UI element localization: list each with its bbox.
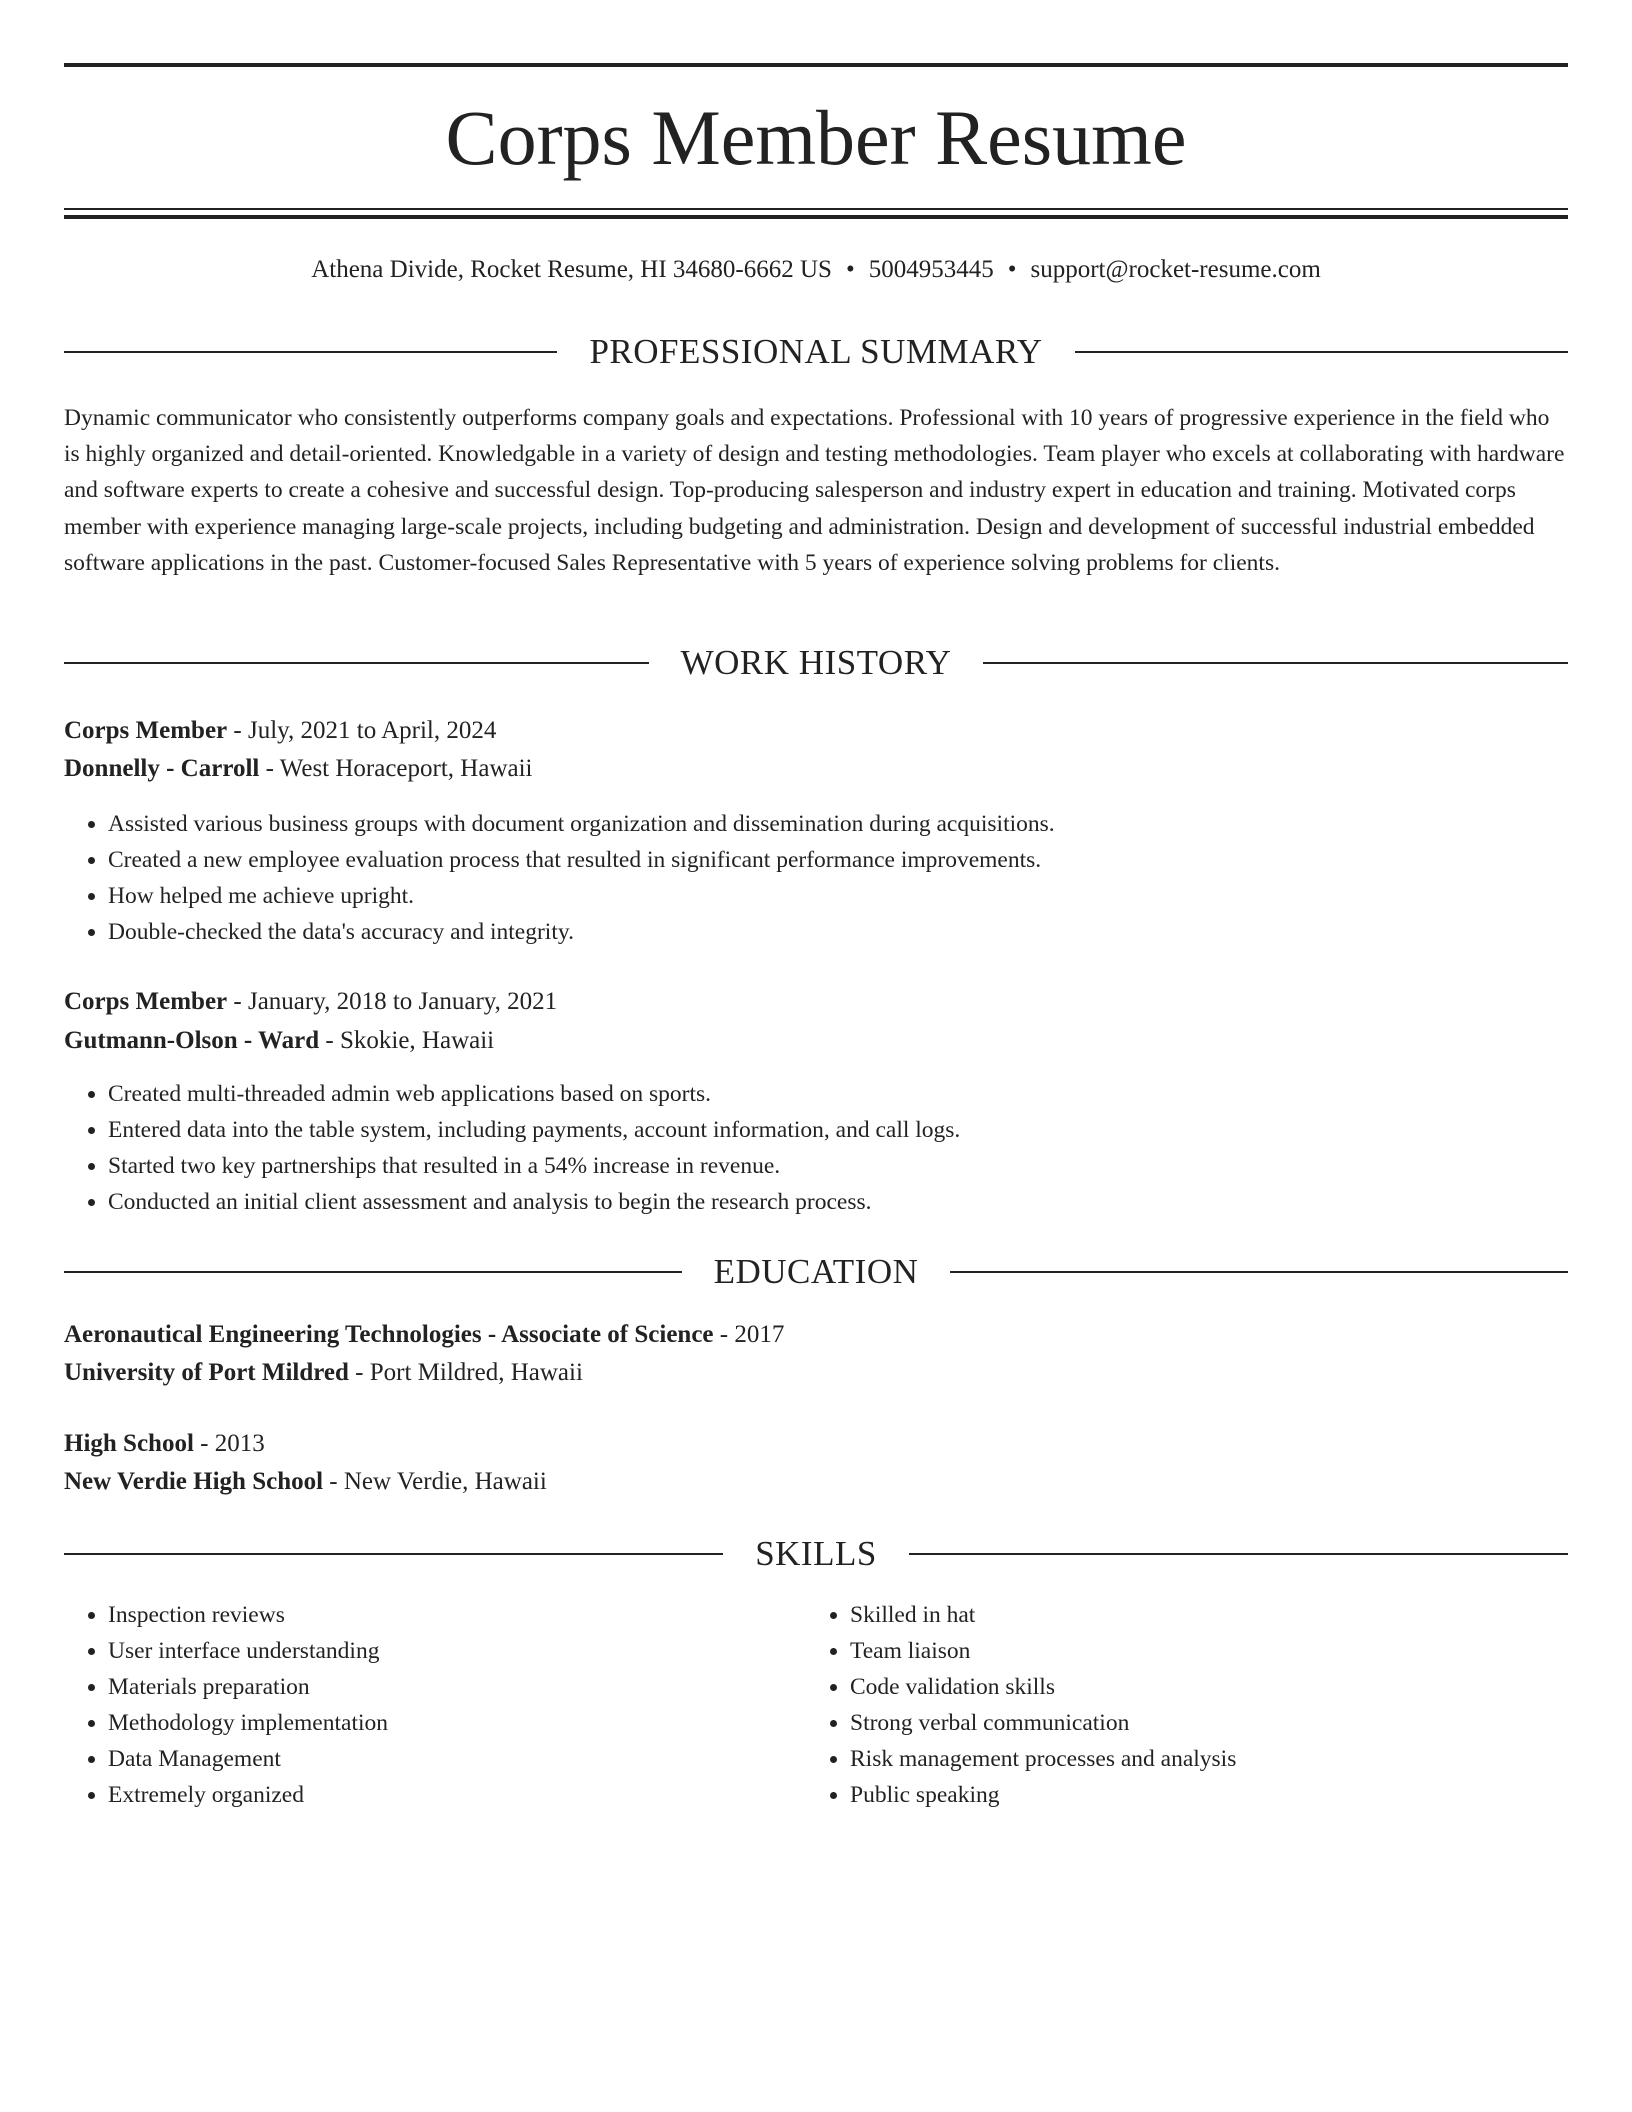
education-school-line (64, 1463, 1568, 1501)
section-rule (950, 1271, 1568, 1273)
contact-address: Athena Divide, Rocket Resume, HI 34680-6662 US (311, 256, 832, 283)
section-rule (909, 1553, 1568, 1555)
education-degree-line (64, 1425, 1568, 1463)
job-location: - West Horaceport, Hawaii (259, 755, 533, 782)
contact-phone: 5004953445 (868, 256, 994, 283)
list-item: • Conducted an initial client assessment and analysis to begin the research process. (108, 1184, 1568, 1220)
section-title: SKILLS (755, 1534, 877, 1573)
job-dates: - July, 2021 to April, 2024 (227, 717, 497, 744)
list-item: • Created a new employee evaluation process that resulted in significant performance improvements. (108, 842, 1568, 878)
education-school: University of Port Mildred (64, 1359, 349, 1386)
summary-text: Dynamic communicator who consistently outperforms company goals and expectations. Professional with 10 years of progressive experience in the field who is highly organized and detail-oriented. Knowledgable in a variety of design and testing methodologies. Team player who excels at collaborating with hardware and software experts to create a cohesive and successful design. Top-producing salesperson and industry expert in education and training. Motivated corps member with experience managing large-scale projects, including budgeting and administration. Design and development of successful industrial embedded software applications in the past. Customer-focused Sales Representative with 5 years of experience solving problems for clients. (64, 405, 1565, 576)
education-school: New Verdie High School (64, 1468, 324, 1495)
list-item: • How helped me achieve upright. (108, 878, 1568, 914)
skill-item: • Skilled in hat (850, 1597, 1610, 1633)
job-title-line (64, 712, 1568, 750)
education-degree-line (64, 1316, 1568, 1354)
section-header-education (64, 1250, 1568, 1294)
contact-email: support@rocket-resume.com (1030, 256, 1321, 283)
skill-item: • Risk management processes and analysis (850, 1741, 1610, 1777)
list-item: • Double-checked the data's accuracy and integrity. (108, 914, 1568, 950)
job-location: - Skokie, Hawaii (319, 1027, 495, 1054)
contact-separator: • (1007, 256, 1017, 283)
skill-item: • Materials preparation (108, 1669, 808, 1705)
job-company-line (64, 1022, 1568, 1060)
list-item: • Started two key partnerships that resulted in a 54% increase in revenue. (108, 1148, 1568, 1184)
job-company: Donnelly - Carroll (64, 755, 260, 782)
education-year: - 2017 (713, 1321, 785, 1348)
section-title: PROFESSIONAL SUMMARY (589, 332, 1043, 371)
section-rule (64, 662, 649, 664)
education-degree: Aeronautical Engineering Technologies - Associate of Science (64, 1321, 714, 1348)
section-rule (64, 1553, 723, 1555)
job-title-line (64, 983, 1568, 1021)
skills-list-right (806, 1597, 1610, 1813)
job-bullets (64, 806, 1568, 950)
list-item: • Entered data into the table system, including payments, account information, and call logs. (108, 1112, 1568, 1148)
title-rule-thin (64, 208, 1568, 210)
section-header-summary (64, 330, 1568, 374)
section-header-skills (64, 1532, 1568, 1576)
skill-item: • User interface understanding (108, 1633, 808, 1669)
title-rule-thick (64, 215, 1568, 219)
section-header-work (64, 641, 1568, 685)
section-title: WORK HISTORY (680, 643, 952, 682)
skill-item: • Strong verbal communication (850, 1705, 1610, 1741)
job-dates: - January, 2018 to January, 2021 (227, 988, 558, 1015)
education-degree: High School (64, 1430, 194, 1457)
contact-line (64, 252, 1568, 288)
list-item: • Created multi-threaded admin web applications based on sports. (108, 1076, 1568, 1112)
list-item: • Assisted various business groups with document organization and dissemination during acquisitions. (108, 806, 1568, 842)
skill-item: • Data Management (108, 1741, 808, 1777)
section-rule (64, 351, 557, 353)
section-rule (64, 1271, 682, 1273)
education-location: - New Verdie, Hawaii (323, 1468, 547, 1495)
job-company-line (64, 750, 1568, 788)
section-title: EDUCATION (713, 1252, 919, 1291)
job-company: Gutmann-Olson - Ward (64, 1027, 320, 1054)
section-rule (1075, 351, 1568, 353)
top-rule (64, 63, 1568, 67)
skills-list-left (64, 1597, 808, 1813)
education-location: - Port Mildred, Hawaii (348, 1359, 583, 1386)
education-school-line (64, 1354, 1568, 1392)
skill-item: • Extremely organized (108, 1777, 808, 1813)
job-role: Corps Member (64, 988, 228, 1015)
section-rule (983, 662, 1568, 664)
contact-separator: • (845, 256, 855, 283)
education-year: - 2013 (193, 1430, 265, 1457)
resume-title: Corps Member Resume (445, 94, 1187, 181)
skill-item: • Public speaking (850, 1777, 1610, 1813)
job-role: Corps Member (64, 717, 228, 744)
skill-item: • Inspection reviews (108, 1597, 808, 1633)
job-bullets (64, 1076, 1568, 1220)
skill-item: • Code validation skills (850, 1669, 1610, 1705)
skill-item: • Methodology implementation (108, 1705, 808, 1741)
skill-item: • Team liaison (850, 1633, 1610, 1669)
